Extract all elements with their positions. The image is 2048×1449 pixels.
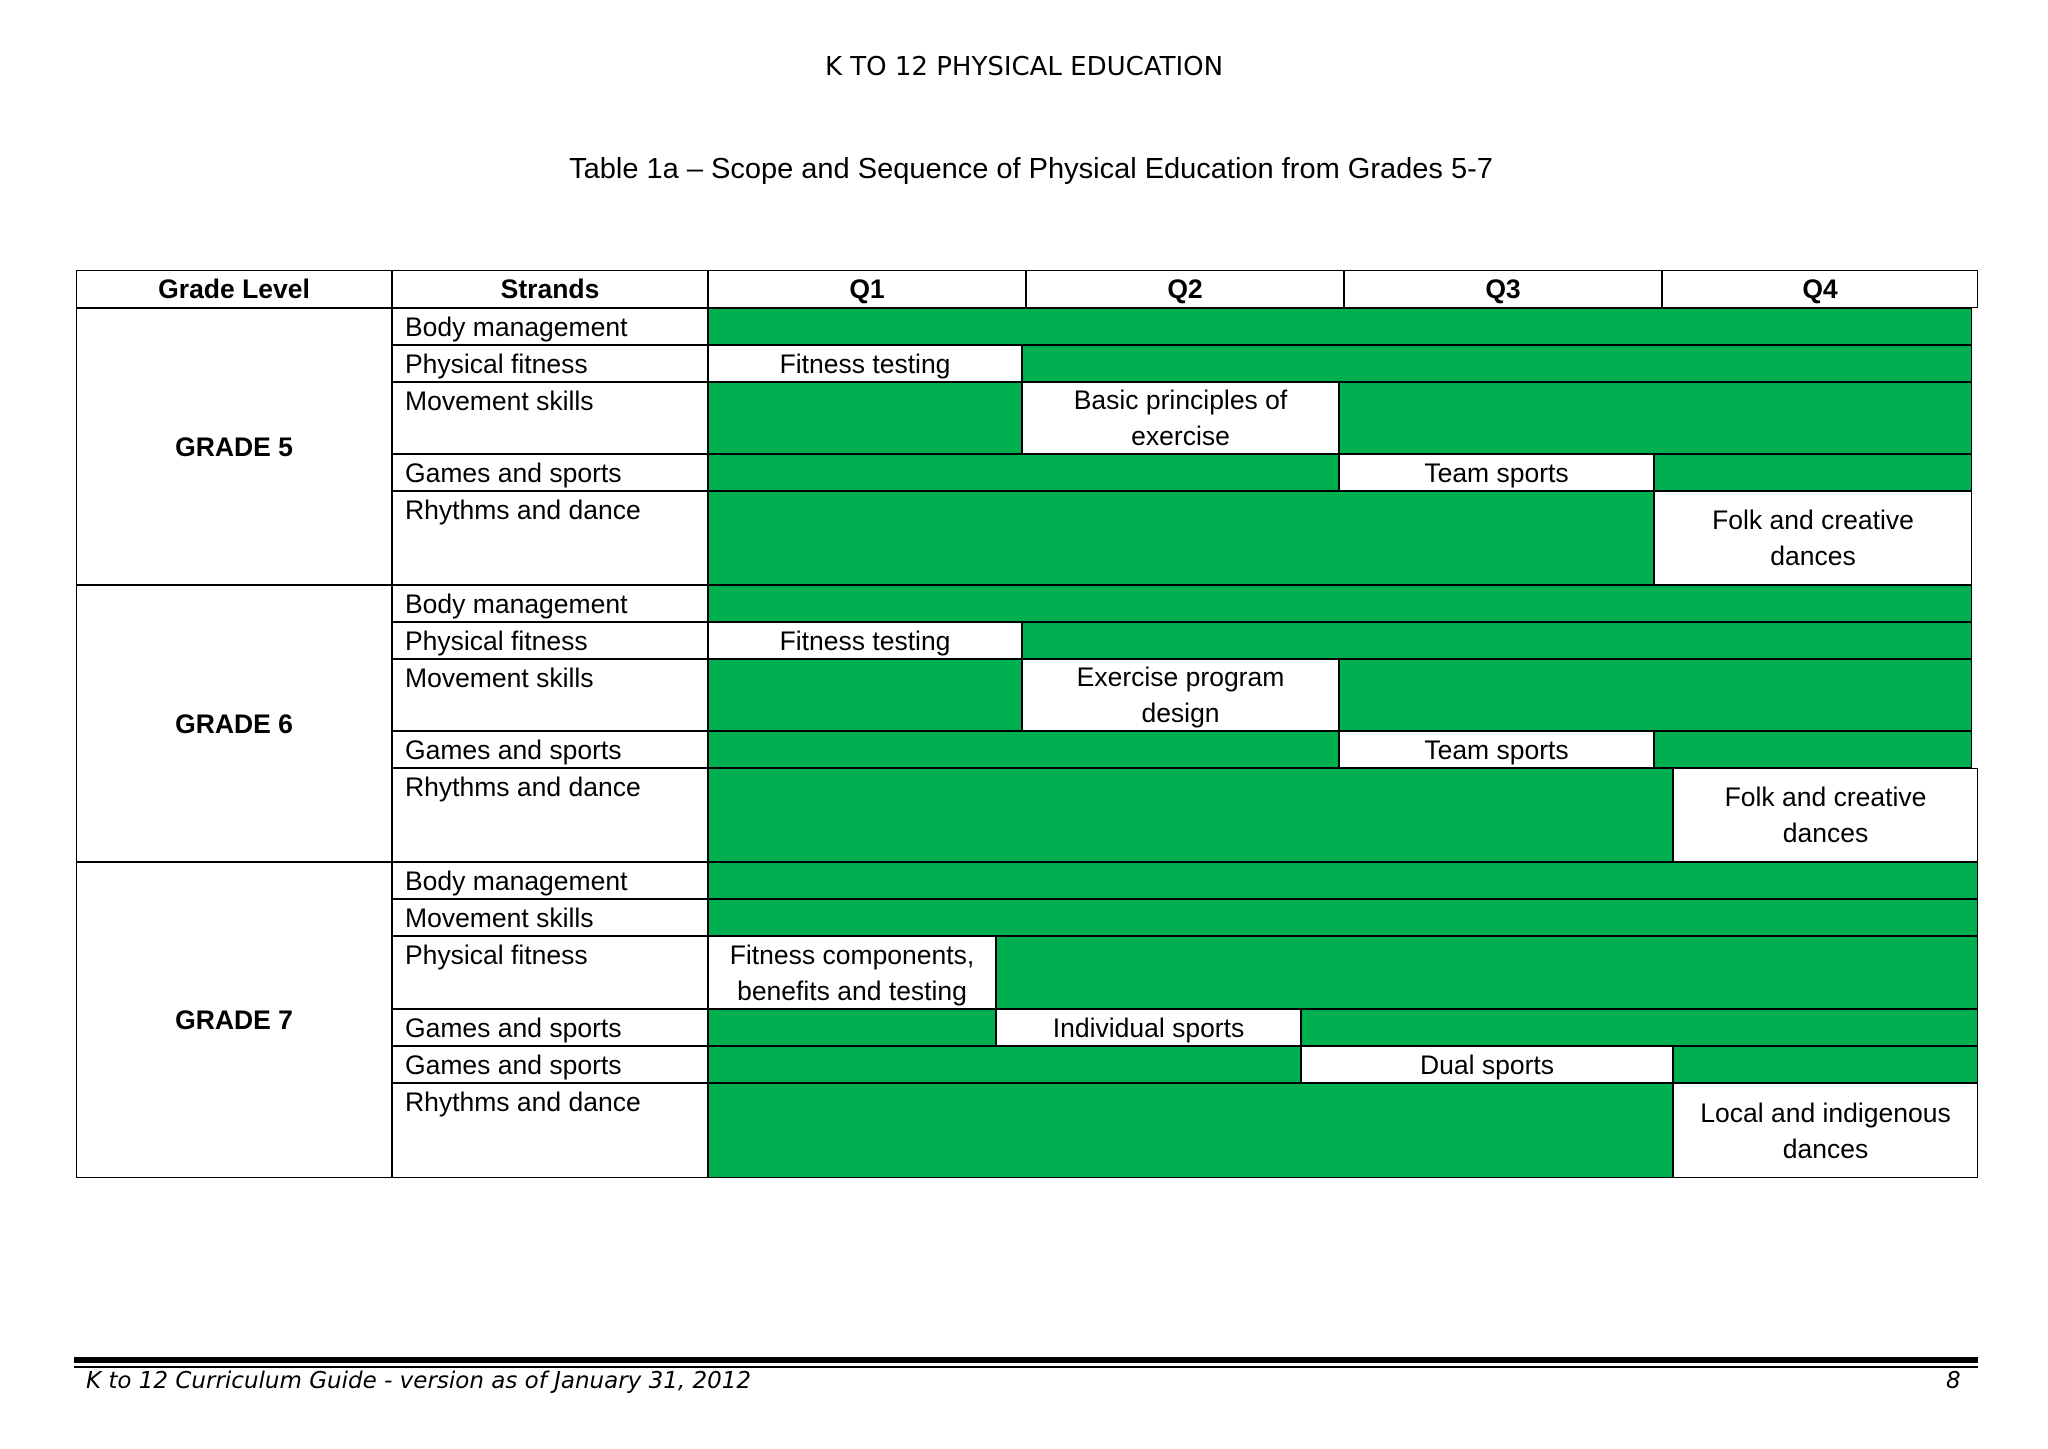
activity-cell: Fitness components, benefits and testing <box>708 936 996 1009</box>
strand-cell: Physical fitness <box>392 936 708 1009</box>
highlight-bar <box>1673 1046 1978 1083</box>
footer-rule <box>74 1357 1978 1363</box>
strand-cell: Games and sports <box>392 454 708 491</box>
strand-cell: Movement skills <box>392 382 708 454</box>
activity-cell: Dual sports <box>1301 1046 1673 1083</box>
highlight-bar <box>708 308 1972 345</box>
column-header: Strands <box>392 270 708 308</box>
footer-text: K to 12 Curriculum Guide - version as of January 31, 2012 <box>86 1368 752 1394</box>
highlight-bar <box>708 731 1339 768</box>
grade-level-cell: GRADE 5 <box>76 308 392 585</box>
highlight-bar <box>1339 382 1972 454</box>
strand-cell: Games and sports <box>392 1046 708 1083</box>
highlight-bar <box>708 454 1339 491</box>
activity-cell: Folk and creative dances <box>1673 768 1978 862</box>
grade-level-cell: GRADE 6 <box>76 585 392 862</box>
highlight-bar <box>708 768 1673 862</box>
column-header: Q4 <box>1662 270 1978 308</box>
strand-cell: Physical fitness <box>392 622 708 659</box>
highlight-bar <box>1301 1009 1978 1046</box>
highlight-bar <box>1022 345 1972 382</box>
strand-cell: Body management <box>392 308 708 345</box>
column-header: Grade Level <box>76 270 392 308</box>
page-number: 8 <box>1946 1368 1961 1394</box>
highlight-bar <box>708 862 1978 899</box>
activity-cell: Exercise program design <box>1022 659 1339 731</box>
strand-cell: Rhythms and dance <box>392 1083 708 1178</box>
highlight-bar <box>1022 622 1972 659</box>
highlight-bar <box>996 936 1978 1009</box>
page-header: K TO 12 PHYSICAL EDUCATION <box>824 52 1224 82</box>
highlight-bar <box>708 1046 1301 1083</box>
highlight-bar <box>708 491 1654 585</box>
highlight-bar <box>708 382 1022 454</box>
highlight-bar <box>1339 659 1972 731</box>
activity-cell: Basic principles of exercise <box>1022 382 1339 454</box>
highlight-bar <box>1654 454 1972 491</box>
table-title: Table 1a – Scope and Sequence of Physical Education from Grades 5-7 <box>569 153 1493 185</box>
column-header: Q3 <box>1344 270 1662 308</box>
strand-cell: Movement skills <box>392 899 708 936</box>
strand-cell: Body management <box>392 585 708 622</box>
highlight-bar <box>1654 731 1972 768</box>
highlight-bar <box>708 1009 996 1046</box>
strand-cell: Body management <box>392 862 708 899</box>
column-header: Q1 <box>708 270 1026 308</box>
highlight-bar <box>708 585 1972 622</box>
highlight-bar <box>708 899 1978 936</box>
activity-cell: Local and indigenous dances <box>1673 1083 1978 1178</box>
activity-cell: Team sports <box>1339 731 1654 768</box>
highlight-bar <box>708 659 1022 731</box>
activity-cell: Individual sports <box>996 1009 1301 1046</box>
strand-cell: Games and sports <box>392 1009 708 1046</box>
strand-cell: Rhythms and dance <box>392 491 708 585</box>
highlight-bar <box>708 1083 1673 1178</box>
strand-cell: Physical fitness <box>392 345 708 382</box>
grade-level-cell: GRADE 7 <box>76 862 392 1178</box>
activity-cell: Fitness testing <box>708 622 1022 659</box>
activity-cell: Team sports <box>1339 454 1654 491</box>
column-header: Q2 <box>1026 270 1344 308</box>
strand-cell: Games and sports <box>392 731 708 768</box>
strand-cell: Rhythms and dance <box>392 768 708 862</box>
strand-cell: Movement skills <box>392 659 708 731</box>
activity-cell: Folk and creative dances <box>1654 491 1972 585</box>
activity-cell: Fitness testing <box>708 345 1022 382</box>
